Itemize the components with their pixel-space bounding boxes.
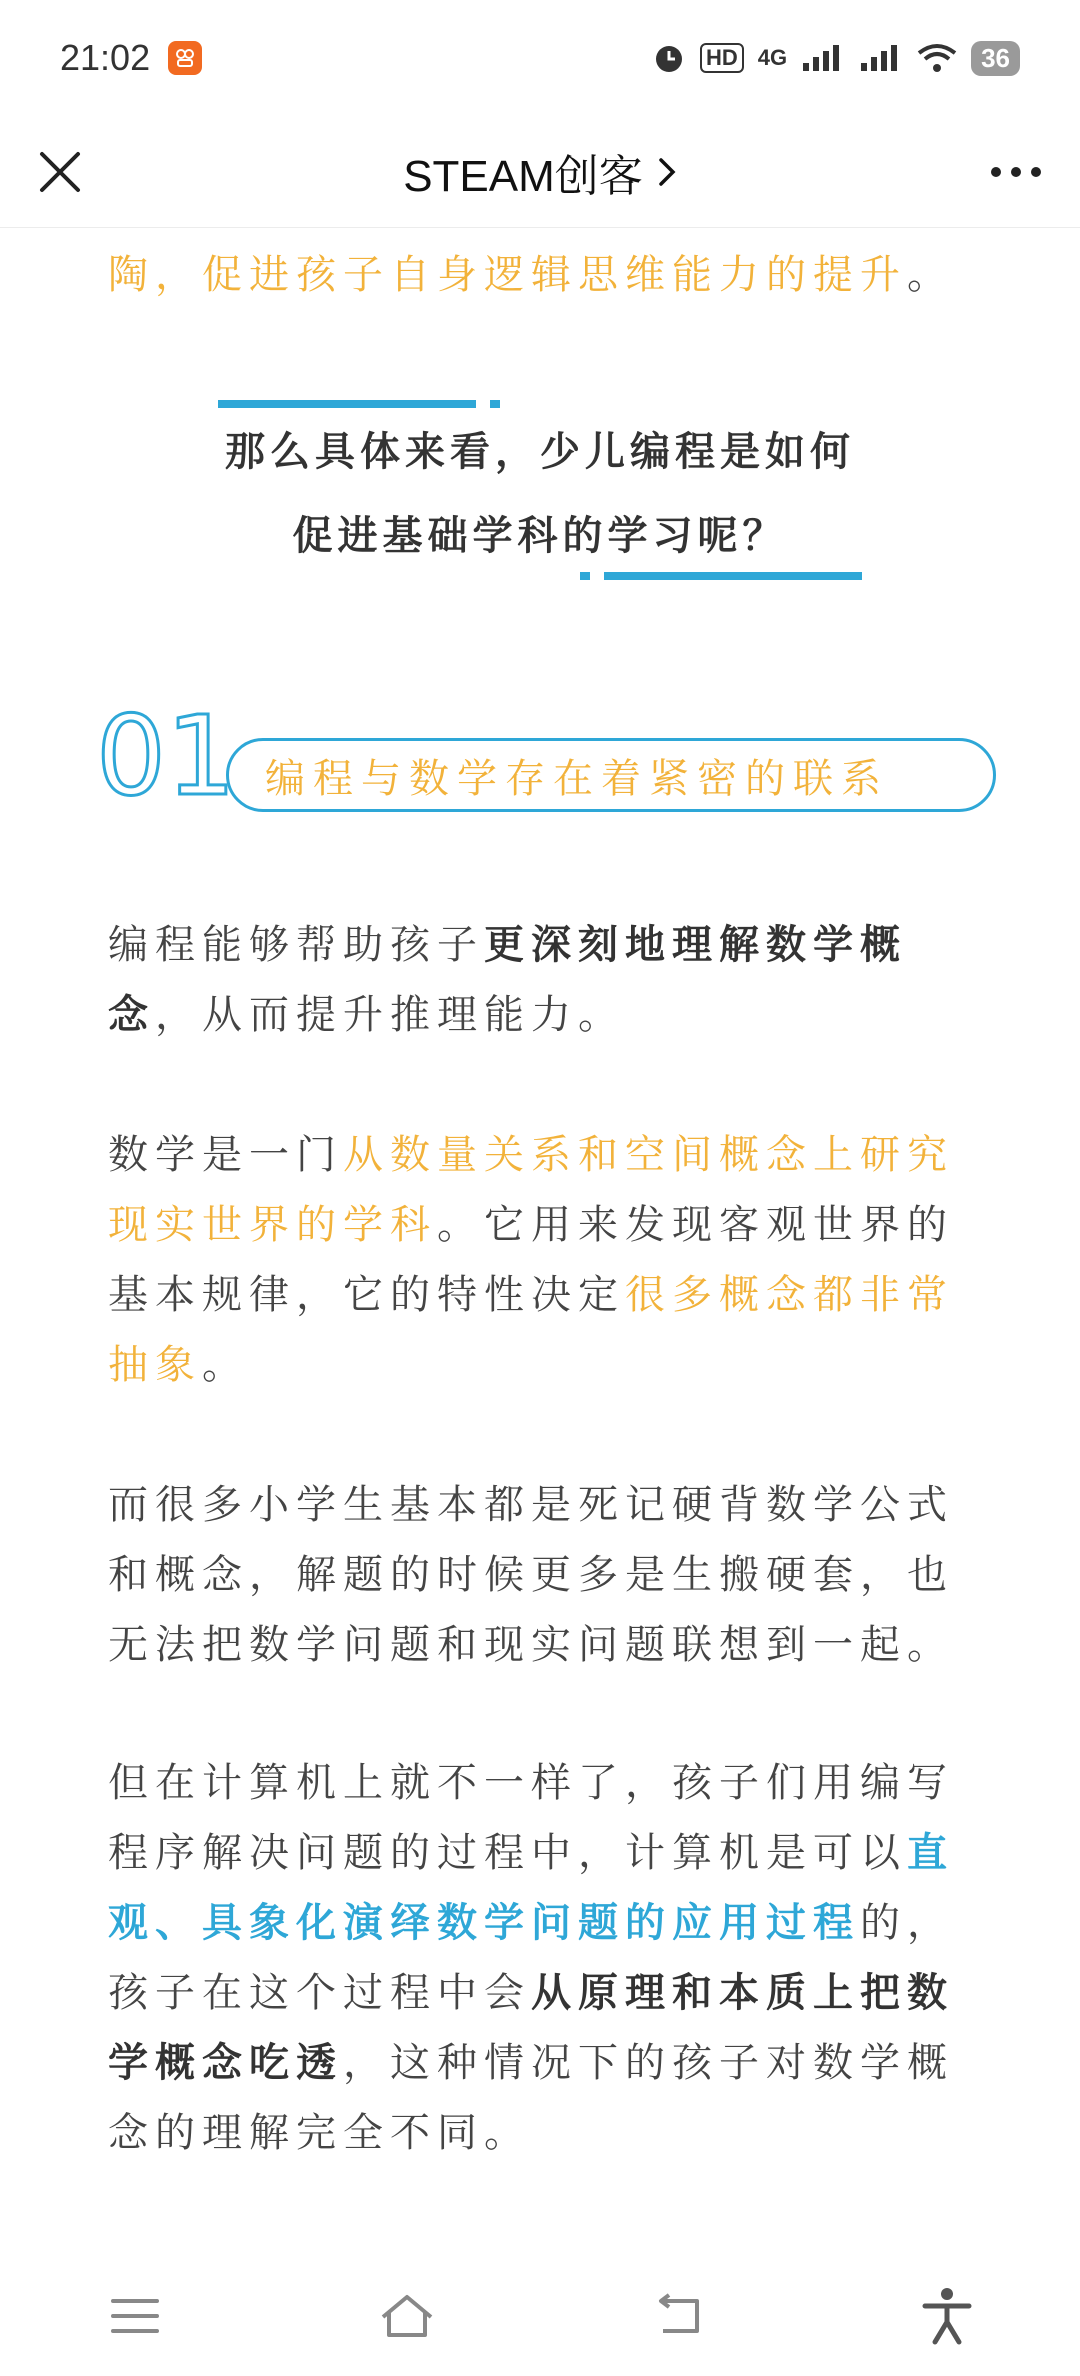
p2-text-e: 。 [202, 1342, 249, 1388]
p4-highlight: 直观、具象化演绎数学问题的应用过程 [108, 1830, 954, 1946]
paragraph-2 [108, 1120, 972, 1400]
signal-icon [801, 43, 845, 73]
more-options-icon[interactable] [984, 144, 1048, 200]
p2-highlight-1: 从数量关系和空间概念上研究现实世界的学科 [108, 1132, 954, 1248]
status-time: 21:02 [60, 37, 151, 78]
network-4g-indicator: 4G [757, 45, 788, 70]
section-header [226, 738, 996, 812]
p4-emphasis: 从原理和本质上把数学概念吃透 [108, 1970, 954, 2086]
p1-emphasis: 更深刻地理解数学概念 [108, 922, 907, 1038]
paragraph-4 [108, 1748, 972, 2168]
svg-text:01: 01 [96, 708, 236, 804]
system-nav-bar [0, 2256, 1080, 2376]
p1-text-a: 编程能够帮助孩子 [108, 922, 484, 968]
section-number [96, 708, 246, 804]
paragraph-3 [108, 1470, 972, 1680]
p2-text-c: 。它用来发现客观世界的基本规律，它的特性决定 [108, 1202, 954, 1318]
signal-icon-2 [859, 43, 903, 73]
p2-text-a: 数学是一门 [108, 1132, 343, 1178]
question-top-line [218, 400, 476, 408]
chevron-right-icon [657, 156, 677, 188]
p4-text-a: 但在计算机上就不一样了，孩子们用编写程序解决问题的过程中，计算机是可以 [108, 1760, 954, 1876]
question-bottom-dot [580, 572, 590, 580]
section-title: 编程与数学存在着紧密的联系 [265, 755, 889, 802]
p1-text-c: ，从而提升推理能力。 [155, 992, 625, 1038]
close-icon[interactable] [32, 144, 88, 200]
status-bar [0, 0, 1080, 116]
p2-highlight-2: 很多概念都非常抽象 [108, 1272, 954, 1388]
app-notification-icon [168, 41, 202, 75]
intro-prefix: 陶， [108, 252, 202, 298]
intro-paragraph [108, 240, 972, 310]
intro-highlight: 促进孩子自身逻辑思维能力的提升 [202, 252, 907, 298]
account-title-button[interactable] [403, 140, 677, 204]
question-bottom-line [604, 572, 862, 580]
home-icon[interactable] [375, 2289, 439, 2343]
p4-text-e: ，这种情况下的孩子对数学概念的理解完全不同。 [108, 2040, 954, 2156]
question-line-2: 促进基础学科的学习呢？ [292, 513, 788, 559]
back-icon[interactable] [649, 2291, 709, 2341]
menu-icon[interactable] [105, 2291, 165, 2341]
p3-text: 而很多小学生基本都是死记硬背数学公式和概念，解题的时候更多是生搬硬套，也无法把数学问题和现实问题联想到一起。 [108, 1482, 954, 1668]
wifi-icon [917, 43, 957, 73]
hd-indicator: HD [700, 43, 744, 73]
battery-indicator: 36 [971, 41, 1020, 76]
page-title: STEAM创客 [403, 151, 643, 201]
accessibility-icon[interactable] [919, 2286, 975, 2346]
question-top-dot [490, 400, 500, 408]
nav-bar [0, 116, 1080, 228]
intro-suffix: 。 [907, 252, 954, 298]
alarm-icon [652, 41, 686, 75]
question-line-1: 那么具体来看，少儿编程是如何 [225, 429, 855, 475]
paragraph-1 [108, 910, 972, 1050]
p4-text-c: 的，孩子在这个过程中会 [108, 1900, 954, 2016]
